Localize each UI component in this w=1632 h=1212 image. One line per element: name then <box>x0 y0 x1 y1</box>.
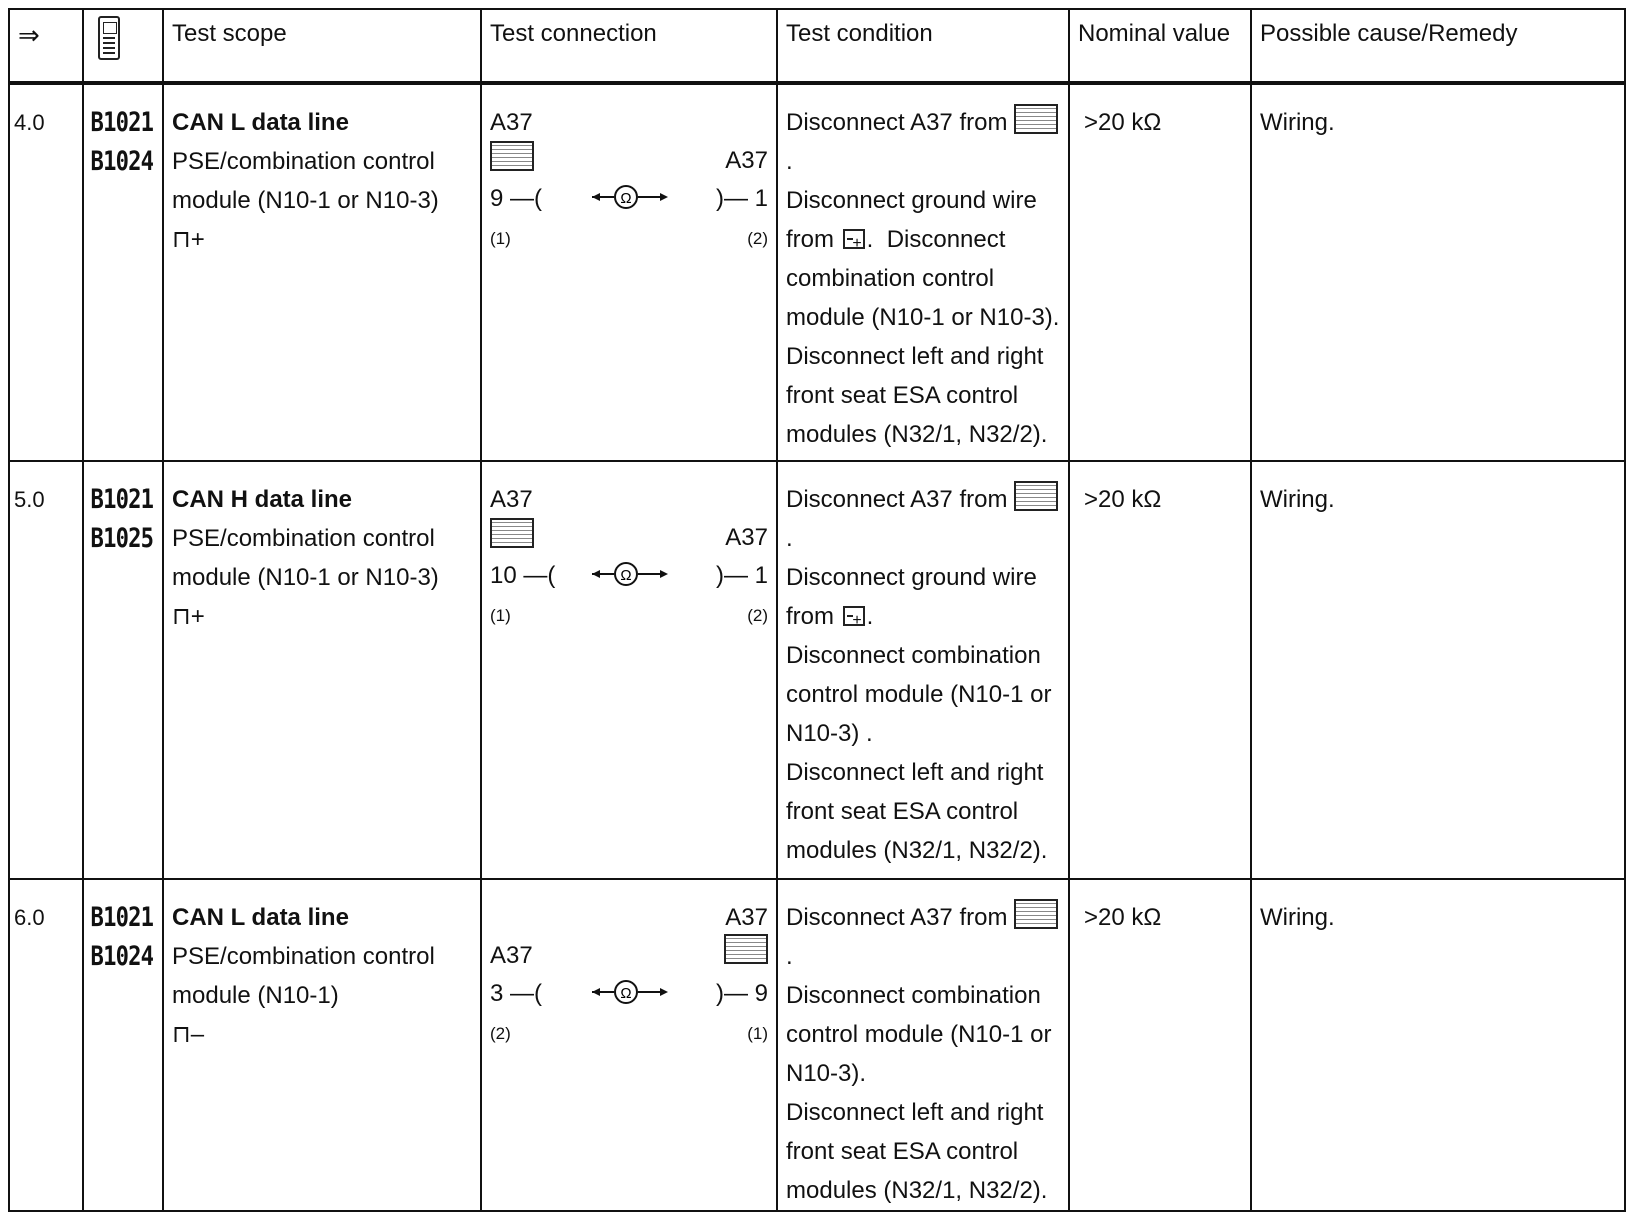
condition-line: modules (N32/1, N32/2). <box>786 837 1048 864</box>
step-cell: 4.0 <box>9 83 83 461</box>
fault-code: B1021 <box>90 902 154 933</box>
connector-box-icon <box>724 934 768 964</box>
condition-cell <box>777 879 1069 1211</box>
condition-line: Disconnect ground wire <box>786 187 1037 214</box>
scope-cell <box>163 879 481 1211</box>
condition-line: Disconnect A37 from . <box>786 480 1060 558</box>
left-note: (2) <box>490 1024 511 1043</box>
connection-diagram <box>490 898 768 1078</box>
scope-line: module (N10-1 or N10-3) <box>172 187 439 214</box>
scope-line: PSE/combination control <box>172 943 435 970</box>
left-unit-label: A37 <box>490 109 533 136</box>
right-unit-label: A37 <box>725 904 768 931</box>
left-pin: 3 —( <box>490 980 543 1007</box>
fault-code: B1021 <box>90 107 154 138</box>
connection-cell <box>481 461 777 879</box>
right-note: (2) <box>747 606 768 625</box>
header-test-scope: Test scope <box>163 9 481 83</box>
condition-cell <box>777 83 1069 461</box>
nominal-cell: >20 kΩ <box>1069 879 1251 1211</box>
connector-box-icon <box>490 518 534 548</box>
condition-line: combination control <box>786 265 995 292</box>
table-row <box>9 83 1625 461</box>
condition-line: control module (N10-1 or <box>786 681 1052 708</box>
connector-box-icon <box>1014 899 1058 929</box>
header-test-condition: Test condition <box>777 9 1069 83</box>
condition-line: Disconnect left and right <box>786 759 1044 786</box>
scope-title: CAN H data line <box>172 486 353 513</box>
connection-diagram <box>490 480 768 660</box>
fault-code: B1021 <box>90 484 154 515</box>
header-remedy: Possible cause/Remedy <box>1251 9 1625 83</box>
condition-line: from + . Disconnect <box>786 220 1060 259</box>
step-cell: 5.0 <box>9 461 83 879</box>
condition-line: control module (N10-1 or <box>786 1021 1052 1048</box>
left-pin: 9 —( <box>490 185 543 212</box>
left-unit-label: A37 <box>490 486 533 513</box>
condition-cell <box>777 461 1069 879</box>
table-row <box>9 461 1625 879</box>
right-note: (1) <box>747 1024 768 1043</box>
right-pin: )— 1 <box>715 185 768 212</box>
fault-code: B1024 <box>90 941 154 972</box>
condition-line: modules (N32/1, N32/2). <box>786 421 1048 448</box>
connection-diagram <box>490 103 768 283</box>
condition-line: N10-3) . <box>786 720 873 747</box>
nominal-cell: >20 kΩ <box>1069 83 1251 461</box>
left-pin: 10 —( <box>490 562 556 589</box>
test-table <box>8 8 1626 1212</box>
condition-line: Disconnect A37 from . <box>786 898 1060 976</box>
table-row <box>9 879 1625 1211</box>
nominal-cell: >20 kΩ <box>1069 461 1251 879</box>
left-unit-label: A37 <box>490 942 533 969</box>
tester-device-icon <box>98 16 120 60</box>
right-pin: )— 1 <box>715 562 768 589</box>
connector-box-icon <box>1014 104 1058 134</box>
scope-title: CAN L data line <box>172 109 349 136</box>
scope-line: PSE/combination control <box>172 525 435 552</box>
ohmmeter-icon <box>590 972 670 1012</box>
connection-cell <box>481 879 777 1211</box>
svg-text:Ω: Ω <box>620 190 632 207</box>
header-nominal-value: Nominal value <box>1069 9 1251 83</box>
scope-title: CAN L data line <box>172 904 349 931</box>
ohmmeter-icon <box>590 177 670 217</box>
right-unit-label: A37 <box>725 524 768 551</box>
fault-codes-cell <box>83 461 163 879</box>
condition-line: module (N10-1 or N10-3). <box>786 304 1060 331</box>
fault-code: B1024 <box>90 146 154 177</box>
condition-line: Disconnect A37 from . <box>786 103 1060 181</box>
right-unit-label: A37 <box>725 147 768 174</box>
left-note: (1) <box>490 606 511 625</box>
right-note: (2) <box>747 229 768 248</box>
condition-line: N10-3). <box>786 1060 867 1087</box>
remedy-cell: Wiring. <box>1251 461 1625 879</box>
fault-codes-cell <box>83 83 163 461</box>
battery-icon <box>843 606 865 626</box>
ignition-state: ⊓– <box>172 1021 205 1048</box>
header-tester <box>83 9 163 83</box>
scope-line: PSE/combination control <box>172 148 435 175</box>
scope-cell <box>163 83 481 461</box>
connector-box-icon <box>1014 481 1058 511</box>
condition-line: Disconnect combination <box>786 982 1041 1009</box>
condition-line: Disconnect left and right <box>786 1099 1044 1126</box>
right-pin: )— 9 <box>715 980 768 1007</box>
svg-text:Ω: Ω <box>620 567 632 584</box>
condition-line: Disconnect ground wire <box>786 564 1037 591</box>
battery-icon <box>843 229 865 249</box>
scope-cell <box>163 461 481 879</box>
table-header-row <box>9 9 1625 83</box>
header-step: ⇒ <box>9 9 83 83</box>
ignition-state: ⊓+ <box>172 603 205 630</box>
condition-line: front seat ESA control <box>786 1138 1019 1165</box>
left-note: (1) <box>490 229 511 248</box>
ignition-state: ⊓+ <box>172 226 205 253</box>
fault-codes-cell <box>83 879 163 1211</box>
condition-line: front seat ESA control <box>786 798 1019 825</box>
connection-cell <box>481 83 777 461</box>
condition-line: front seat ESA control <box>786 382 1019 409</box>
condition-line: from + . <box>786 597 1060 636</box>
condition-line: Disconnect combination <box>786 642 1041 669</box>
remedy-cell: Wiring. <box>1251 83 1625 461</box>
condition-line: Disconnect left and right <box>786 343 1044 370</box>
ohmmeter-icon <box>590 554 670 594</box>
fault-code: B1025 <box>90 523 154 554</box>
scope-line: module (N10-1 or N10-3) <box>172 564 439 591</box>
remedy-cell: Wiring. <box>1251 879 1625 1211</box>
svg-text:Ω: Ω <box>620 985 632 1002</box>
connector-box-icon <box>490 141 534 171</box>
condition-line: modules (N32/1, N32/2). <box>786 1177 1048 1204</box>
header-test-connection: Test connection <box>481 9 777 83</box>
scope-line: module (N10-1) <box>172 982 339 1009</box>
step-cell: 6.0 <box>9 879 83 1211</box>
